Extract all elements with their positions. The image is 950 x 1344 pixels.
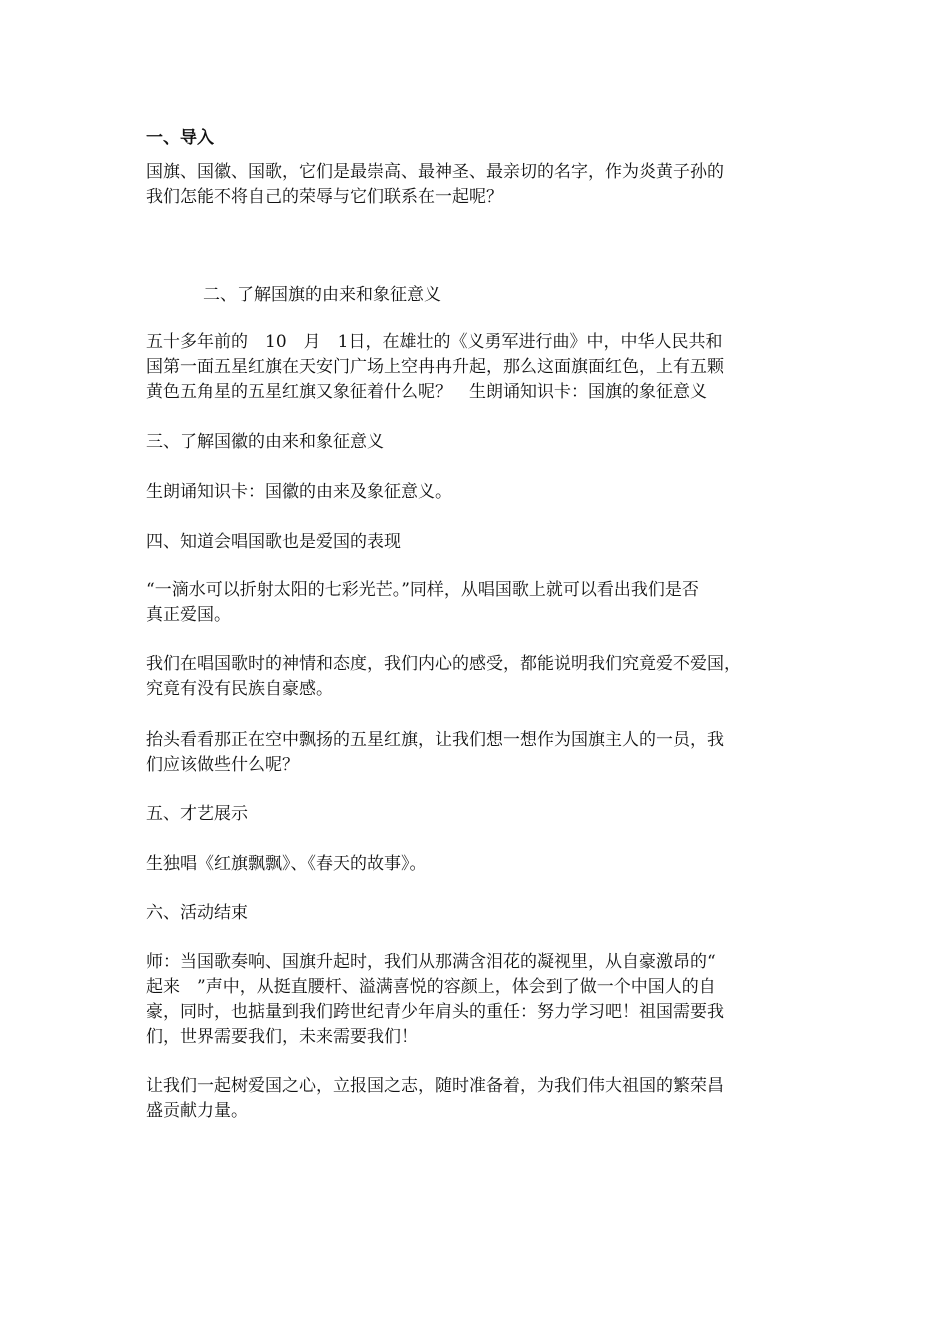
section-heading-emblem: 三、了解国徽的由来和象征意义 xyxy=(146,432,384,452)
ending-p1-line-4: 们，世界需要我们，未来需要我们！ xyxy=(146,1027,418,1047)
ending-paragraph-2 xyxy=(146,1074,826,1124)
anthem-p1-line-1: “一滴水可以折射太阳的七彩光芒。”同样，从唱国歌上就可以看出我们是否 xyxy=(146,580,699,600)
flag-line-2: 国第一面五星红旗在天安门广场上空冉冉升起，那么这面旗面红色，上有五颗 xyxy=(146,357,724,377)
flag-line-1: 五十多年前的 10 月 1日，在雄壮的《义勇军进行曲》中，中华人民共和 xyxy=(146,332,723,352)
anthem-p2-line-2: 究竟有没有民族自豪感。 xyxy=(146,679,333,699)
section-heading-talent: 五、才艺展示 xyxy=(146,804,248,824)
intro-paragraph xyxy=(146,160,826,210)
flag-paragraph xyxy=(146,330,826,405)
anthem-paragraph-1 xyxy=(146,578,826,628)
anthem-p3-line-2: 们应该做些什么呢？ xyxy=(146,755,299,775)
section-heading-ending: 六、活动结束 xyxy=(146,903,248,923)
talent-paragraph: 生独唱《红旗飘飘》、《春天的故事》。 xyxy=(146,854,427,874)
anthem-paragraph-3 xyxy=(146,728,826,778)
anthem-p3-line-1: 抬头看看那正在空中飘扬的五星红旗，让我们想一想作为国旗主人的一员，我 xyxy=(146,730,724,750)
flag-line-3: 黄色五角星的五星红旗又象征着什么呢？ 生朗诵知识卡：国旗的象征意义 xyxy=(146,382,707,402)
section-heading-flag: 二、了解国旗的由来和象征意义 xyxy=(203,285,441,305)
ending-p1-line-2: 起来 ”声中，从挺直腰杆、溢满喜悦的容颜上，体会到了做一个中国人的自 xyxy=(146,977,716,997)
ending-p1-line-1: 师：当国歌奏响、国旗升起时，我们从那满含泪花的凝视里，从自豪激昂的“ xyxy=(146,952,716,972)
ending-p2-line-2: 盛贡献力量。 xyxy=(146,1101,248,1121)
ending-p2-line-1: 让我们一起树爱国之心，立报国之志，随时准备着，为我们伟大祖国的繁荣昌 xyxy=(146,1076,724,1096)
intro-line-1: 国旗、国徽、国歌，它们是最崇高、最神圣、最亲切的名字，作为炎黄子孙的 xyxy=(146,162,724,182)
ending-paragraph-1 xyxy=(146,950,826,1050)
anthem-p2-line-1: 我们在唱国歌时的神情和态度，我们内心的感受，都能说明我们究竟爱不爱国， xyxy=(146,654,741,674)
section-heading-intro: 一、导入 xyxy=(146,128,214,148)
ending-p1-line-3: 豪，同时，也掂量到我们跨世纪青少年肩头的重任：努力学习吧！祖国需要我 xyxy=(146,1002,724,1022)
section-heading-anthem: 四、知道会唱国歌也是爱国的表现 xyxy=(146,532,401,552)
emblem-paragraph: 生朗诵知识卡：国徽的由来及象征意义。 xyxy=(146,482,452,502)
anthem-p1-line-2: 真正爱国。 xyxy=(146,605,231,625)
intro-line-2: 我们怎能不将自己的荣辱与它们联系在一起呢？ xyxy=(146,187,503,207)
anthem-paragraph-2 xyxy=(146,652,826,702)
